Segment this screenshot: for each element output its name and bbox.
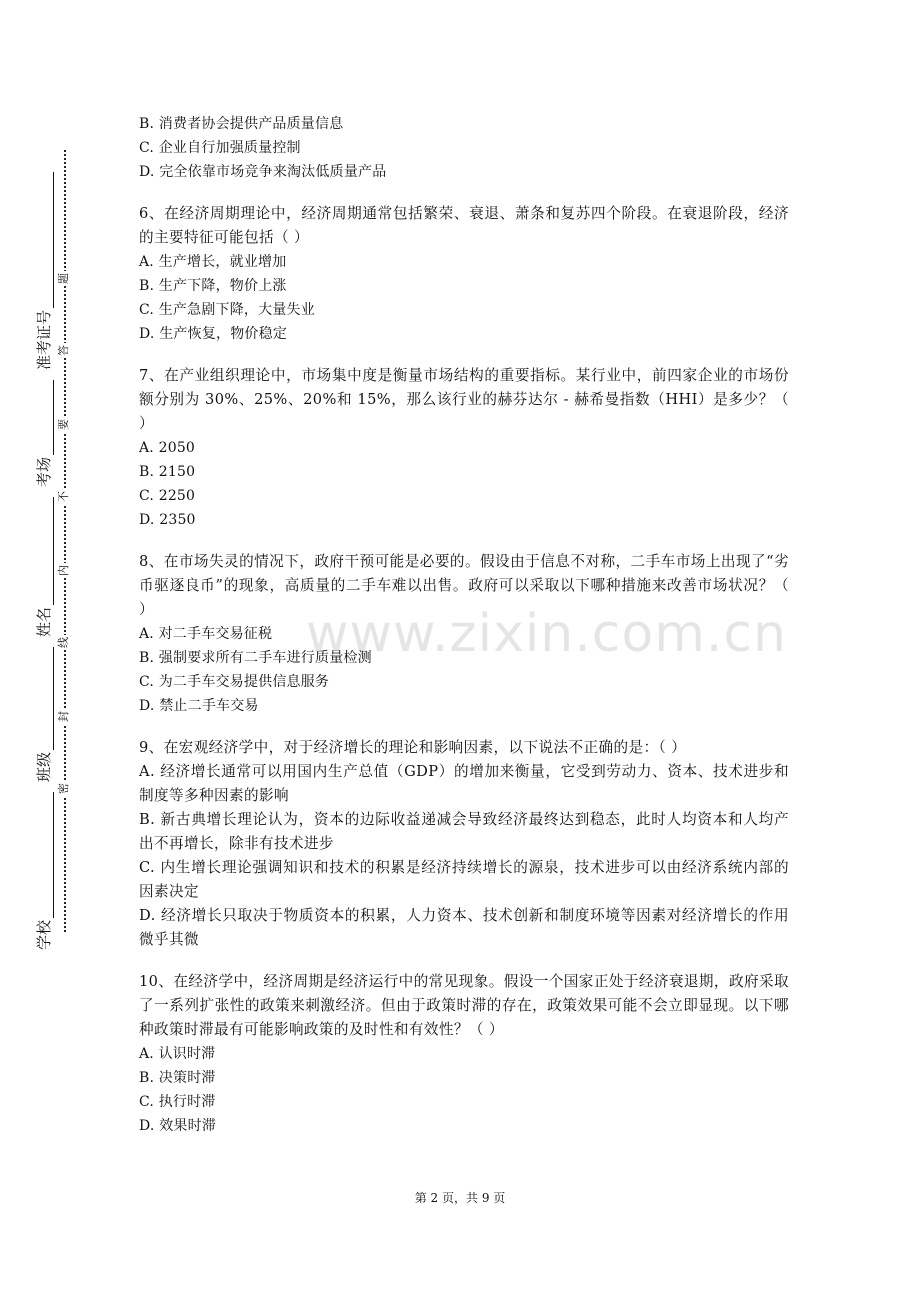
option: A. 生产增长，就业增加 bbox=[139, 254, 287, 270]
question-stem: 7、在产业组织理论中，市场集中度是衡量市场结构的重要指标。某行业中，前四家企业的市场份额分别为 30%、25%、20%和 15%，那么该行业的赫芬达尔 - 赫希曼指数（HHI）是多少？（ ） bbox=[139, 367, 789, 432]
question-stem: 9、在宏观经济学中，对于经济增长的理论和影响因素，以下说法不正确的是：（ ） bbox=[139, 739, 687, 756]
option: C. 2250 bbox=[139, 488, 196, 504]
seal-char: 题 bbox=[57, 273, 70, 284]
field-school-blank bbox=[35, 792, 54, 918]
page-number: 第 2 页，共 9 页 bbox=[414, 1191, 506, 1205]
field-name-blank bbox=[35, 497, 54, 605]
binding-margin-rotated bbox=[28, 150, 98, 950]
option: C. 企业自行加强质量控制 bbox=[139, 140, 301, 156]
option: A. 认识时滞 bbox=[139, 1046, 216, 1062]
field-school-label: 学校 bbox=[35, 919, 53, 950]
field-exam-room-blank bbox=[35, 380, 54, 455]
seal-char: 封 bbox=[57, 711, 70, 722]
question-stem: 10、在经济学中，经济周期是经济运行中的常见现象。假设一个国家正处于经济衰退期，政府采取了一系列扩张性的政策来刺激经济。但由于政策时滞的存在，政策效果可能不会立即显现。以下哪种政策时滞最有可能影响政策的及时性和有效性？（ ） bbox=[139, 973, 789, 1038]
field-class-blank bbox=[35, 647, 54, 750]
seal-char: 不 bbox=[57, 491, 70, 502]
option: D. 完全依靠市场竞争来淘汰低质量产品 bbox=[139, 164, 387, 180]
option: C. 生产急剧下降，大量失业 bbox=[139, 302, 315, 318]
field-ticket-number-blank bbox=[35, 172, 54, 308]
question-7 bbox=[139, 364, 789, 532]
question-9 bbox=[139, 736, 789, 952]
seal-char: 密 bbox=[57, 783, 70, 794]
option: C. 内生增长理论强调知识和技术的积累是经济持续增长的源泉，技术进步可以由经济系统内部的因素决定 bbox=[139, 859, 789, 900]
question-stem: 6、在经济周期理论中，经济周期通常包括繁荣、衰退、萧条和复苏四个阶段。在衰退阶段，经济的主要特征可能包括（ ） bbox=[139, 205, 789, 246]
field-ticket-number bbox=[33, 170, 54, 370]
question-10 bbox=[139, 970, 789, 1138]
option: A. 对二手车交易征税 bbox=[139, 626, 273, 642]
option: B. 2150 bbox=[139, 464, 196, 480]
seal-char: 线 bbox=[57, 637, 70, 648]
question-5-continued bbox=[139, 112, 789, 184]
field-exam-room-label: 考场 bbox=[35, 456, 53, 487]
watermark: www.zixin.com.cn bbox=[306, 604, 787, 664]
option: D. 效果时滞 bbox=[139, 1118, 217, 1134]
option: B. 决策时滞 bbox=[139, 1070, 216, 1086]
seal-char: 内 bbox=[57, 565, 70, 576]
seal-text bbox=[56, 150, 72, 950]
question-stem: 8、在市场失灵的情况下，政府干预可能是必要的。假设由于信息不对称，二手车市场上出现了“劣币驱逐良币”的现象，高质量的二手车难以出售。政府可以采取以下哪种措施来改善市场状况？（ ） bbox=[139, 553, 789, 618]
option: C. 执行时滞 bbox=[139, 1094, 216, 1110]
seal-char: 答 bbox=[57, 345, 70, 356]
option: B. 新古典增长理论认为，资本的边际收益递减会导致经济最终达到稳态，此时人均资本和人均产出不再增长，除非有技术进步 bbox=[139, 811, 789, 852]
option: D. 生产恢复，物价稳定 bbox=[139, 326, 288, 342]
question-6 bbox=[139, 202, 789, 346]
field-school bbox=[33, 782, 54, 950]
field-class-label: 班级 bbox=[35, 751, 53, 782]
option: D. 经济增长只取决于物质资本的积累，人力资本、技术创新和制度环境等因素对经济增长的作用微乎其微 bbox=[139, 907, 789, 948]
option: B. 消费者协会提供产品质量信息 bbox=[139, 116, 344, 132]
field-name bbox=[33, 487, 54, 637]
seal-char: 要 bbox=[57, 419, 70, 430]
field-ticket-number-label: 准考证号 bbox=[35, 309, 53, 370]
binding-margin bbox=[0, 0, 100, 1302]
option: B. 生产下降，物价上涨 bbox=[139, 278, 287, 294]
student-info-fields bbox=[28, 170, 54, 950]
field-class bbox=[33, 637, 54, 782]
option: B. 强制要求所有二手车进行质量检测 bbox=[139, 650, 372, 666]
option: C. 为二手车交易提供信息服务 bbox=[139, 674, 330, 690]
option: A. 2050 bbox=[139, 440, 196, 456]
option: D. 2350 bbox=[139, 512, 196, 528]
option: D. 禁止二手车交易 bbox=[139, 698, 259, 714]
field-name-label: 姓名 bbox=[35, 606, 53, 637]
field-exam-room bbox=[33, 370, 54, 487]
option: A. 经济增长通常可以用国内生产总值（GDP）的增加来衡量，它受到劳动力、资本、技术进步和制度等多种因素的影响 bbox=[139, 763, 789, 804]
